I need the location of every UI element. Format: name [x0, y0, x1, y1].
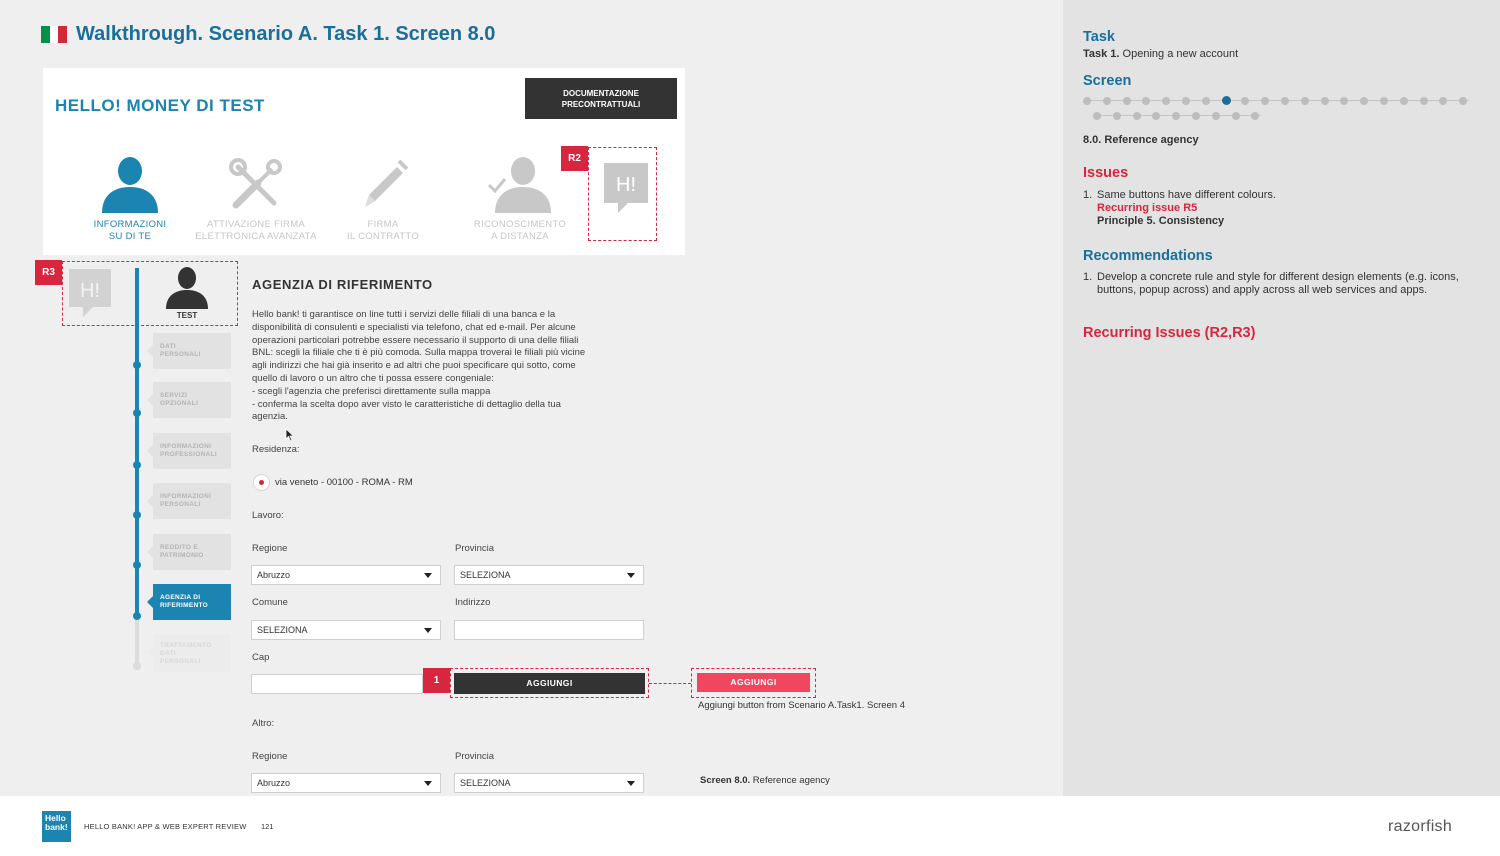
intro-line: operazioni particolari potrebbe essere necessario il supporto di una delle filiali	[252, 334, 579, 346]
cap-input[interactable]	[251, 674, 423, 694]
task-name: Opening a new account	[1119, 48, 1239, 60]
issues-heading: Issues	[1083, 165, 1129, 181]
progress-dot	[133, 662, 141, 670]
residenza-label: Residenza:	[252, 444, 300, 455]
r2-highlight	[588, 147, 657, 241]
lavoro-label: Lavoro:	[252, 510, 284, 521]
screen-progress-dot	[1251, 112, 1259, 120]
screen-progress-dot	[1113, 112, 1121, 120]
user-icon	[98, 155, 162, 213]
app-title: HELLO! MONEY DI TEST	[55, 96, 265, 115]
side-step-line2: PERSONALI	[160, 501, 201, 508]
side-step-line2: PATRIMONIO	[160, 552, 204, 559]
aggiungi-button-screen4[interactable]: AGGIUNGI	[697, 673, 810, 692]
progress-dot	[133, 612, 141, 620]
italy-flag-icon	[41, 26, 67, 43]
regione-select-value: Abruzzo	[257, 778, 291, 788]
chevron-down-icon	[424, 781, 432, 786]
footer-title: HELLO BANK! APP & WEB EXPERT REVIEW	[84, 822, 247, 831]
step-label-line2: ELETTRONICA AVANZATA	[195, 231, 317, 242]
intro-line: quello di lavoro o un altro che ti possa essere congeniale:	[252, 372, 494, 384]
intro-line: agenzia.	[252, 411, 288, 423]
screen-progress-dot	[1301, 97, 1309, 105]
hi-badge-text: H!	[616, 174, 636, 196]
slide-title: Walkthrough. Scenario A. Task 1. Screen 8.0	[76, 23, 496, 45]
screen-progress-dot	[1142, 97, 1150, 105]
screen-caption-bold: Screen 8.0.	[700, 775, 751, 786]
side-step-line2: OPZIONALI	[160, 400, 199, 407]
residenza-address: via veneto - 00100 - ROMA - RM	[275, 477, 413, 488]
progress-dot	[133, 409, 141, 417]
regione-label: Regione	[252, 543, 288, 554]
issue-1-marker: 1	[423, 668, 450, 693]
page-number: 121	[261, 822, 274, 831]
step-informazioni[interactable]	[60, 153, 200, 243]
side-step-line2: DATI	[160, 650, 176, 657]
progress-dot	[133, 511, 141, 519]
recurring-issues-heading: Recurring Issues (R2,R3)	[1083, 325, 1256, 341]
comune-label: Comune	[252, 597, 288, 608]
comparison-caption: Aggiungi button from Scenario A.Task1. Screen 4	[698, 700, 906, 711]
user-avatar-icon	[164, 267, 210, 309]
comune-select-value: SELEZIONA	[257, 625, 308, 635]
logo-line2: bank!	[45, 822, 68, 832]
razorfish-logo: razorfish	[1388, 818, 1453, 835]
residenza-radio[interactable]	[253, 474, 270, 491]
side-step-line1: INFORMAZIONI	[160, 443, 212, 450]
side-step-dati-personali[interactable]	[153, 333, 231, 369]
step-label-line1: RICONOSCIMENTO	[473, 219, 567, 230]
screen-progress-dot	[1093, 112, 1101, 120]
logo-line1: Hello	[45, 813, 66, 823]
chevron-down-icon	[627, 781, 635, 786]
task-heading: Task	[1083, 29, 1115, 45]
progress-dot	[133, 561, 141, 569]
screen-progress-dot	[1172, 112, 1180, 120]
side-step-info-professionali[interactable]	[153, 433, 231, 469]
screen-name: 8.0. Reference agency	[1083, 134, 1199, 146]
side-step-line1: DATI	[160, 343, 176, 350]
footer	[0, 796, 1500, 856]
hello-bank-logo	[42, 811, 71, 842]
recommendation-item	[1083, 271, 1483, 297]
progress-dot	[133, 361, 141, 369]
screen-progress-dot	[1261, 97, 1269, 105]
issue-recurring: Recurring issue R5	[1097, 202, 1198, 214]
r2-marker: R2	[561, 146, 588, 171]
user-name: TEST	[176, 311, 198, 320]
screen-progress-dot	[1321, 97, 1329, 105]
issue-text: Same buttons have different colours.	[1097, 189, 1276, 201]
intro-line: disponibilità di consulenti e specialisti via telefono, chat ed e-mail. Per alcune	[252, 321, 576, 333]
step-attivazione[interactable]	[186, 153, 326, 243]
screen-progress-dot	[1360, 97, 1368, 105]
comune-select[interactable]	[251, 620, 441, 640]
screen-progress-dot	[1182, 97, 1190, 105]
chevron-down-icon	[424, 628, 432, 633]
provincia-label: Provincia	[455, 543, 495, 554]
intro-line: agli indirizzi che hai già inserito e ad altri che puoi specificare qui sotto, come	[252, 360, 576, 372]
comparison-connector	[649, 683, 691, 684]
side-step-line1: SERVIZI	[160, 392, 188, 399]
regione-label-2: Regione	[252, 751, 288, 762]
screen-progress-dot	[1241, 97, 1249, 105]
screen-progress-dot	[1439, 97, 1447, 105]
provincia-select-2[interactable]	[454, 773, 644, 793]
step-firma[interactable]	[313, 153, 453, 243]
provincia-select-value: SELEZIONA	[460, 778, 511, 788]
step-label-line2: IL CONTRATTO	[346, 231, 420, 242]
screen-progress-dot	[1202, 97, 1210, 105]
recommendation-text: Develop a concrete rule and style for different design elements (e.g. icons, buttons, popup across) and apply across all web services and apps.	[1097, 271, 1459, 296]
screen-progress-dot	[1133, 112, 1141, 120]
screen-progress-dot	[1459, 97, 1467, 105]
step-label-line1: INFORMAZIONI	[93, 219, 167, 230]
step-label-line2: SU DI TE	[108, 231, 152, 242]
side-step-reddito[interactable]	[153, 534, 231, 570]
provincia-label-2: Provincia	[455, 751, 495, 762]
side-step-line1: TRATTAMENTO	[160, 642, 212, 649]
hi-badge-icon	[69, 269, 113, 319]
side-step-line2: RIFERIMENTO	[160, 602, 208, 609]
side-step-line1: INFORMAZIONI	[160, 493, 212, 500]
screen-caption-rest: Reference agency	[750, 775, 830, 786]
screen-progress-row-1	[1083, 96, 1475, 106]
screen-progress-dot	[1103, 97, 1111, 105]
provincia-select[interactable]	[454, 565, 644, 585]
indirizzo-input[interactable]	[454, 620, 644, 640]
step-label-line1: FIRMA	[367, 219, 399, 230]
side-step-trattamento[interactable]	[153, 634, 231, 672]
provincia-select-value: SELEZIONA	[460, 570, 511, 580]
screen-progress-dot	[1340, 97, 1348, 105]
side-step-line1: AGENZIA DI	[160, 594, 201, 601]
r3-marker: R3	[35, 260, 62, 285]
regione-select[interactable]	[251, 565, 441, 585]
screen-progress-dot	[1083, 97, 1091, 105]
chevron-down-icon	[627, 573, 635, 578]
screen-progress-dot	[1192, 112, 1200, 120]
screen-caption	[700, 775, 830, 786]
screen-progress-dot	[1420, 97, 1428, 105]
screen-progress-dot	[1380, 97, 1388, 105]
screen-progress-dot	[1212, 112, 1220, 120]
side-step-servizi-opzionali[interactable]	[153, 382, 231, 418]
side-step-line2: PROFESSIONALI	[160, 451, 217, 458]
side-step-line2: PERSONALI	[160, 351, 201, 358]
altro-label: Altro:	[252, 718, 275, 729]
regione-select-2[interactable]	[251, 773, 441, 793]
issue-item	[1083, 189, 1483, 228]
regione-select-value: Abruzzo	[257, 570, 291, 580]
indirizzo-label: Indirizzo	[455, 597, 491, 608]
task-number: Task 1.	[1083, 48, 1120, 60]
screen-progress-dot	[1152, 112, 1160, 120]
chevron-down-icon	[424, 573, 432, 578]
screen-progress-dot	[1281, 97, 1289, 105]
screen-progress-dot	[1232, 112, 1240, 120]
intro-line: BNL: scegli la filiale che ti è più comoda. Sulla mappa troverai le filiali più vicine	[252, 347, 586, 359]
documentazione-button[interactable]: DOCUMENTAZIONE PRECONTRATTUALI	[525, 78, 677, 119]
progress-dot	[133, 461, 141, 469]
recommendations-heading: Recommendations	[1083, 248, 1213, 264]
issue-principle: Principle 5. Consistency	[1097, 215, 1225, 227]
screen-progress-dot	[1400, 97, 1408, 105]
screen-heading: Screen	[1083, 73, 1132, 89]
side-step-info-personali[interactable]	[153, 483, 231, 519]
side-step-line1: REDDITO E	[160, 544, 198, 551]
issue-number: 1.	[1083, 189, 1093, 201]
cap-label: Cap	[252, 652, 270, 663]
side-step-line3: PERSONALI	[160, 658, 201, 665]
screen-progress-dot	[1222, 96, 1231, 105]
hi-badge-text: H!	[80, 280, 100, 302]
screen-progress-dot	[1123, 97, 1131, 105]
aggiungi-button[interactable]: AGGIUNGI	[454, 673, 645, 694]
step-label-line1: ATTIVAZIONE FIRMA	[206, 219, 306, 230]
intro-line: - scegli l'agenzia che preferisci direttamente sulla mappa	[252, 385, 491, 397]
section-title: AGENZIA DI RIFERIMENTO	[252, 277, 433, 292]
mouse-cursor-icon	[285, 428, 295, 442]
recommendation-number: 1.	[1083, 271, 1093, 283]
pen-icon	[355, 157, 411, 213]
tools-icon	[228, 157, 284, 213]
user-check-icon	[487, 155, 553, 213]
screen-progress-dot	[1162, 97, 1170, 105]
intro-line: Hello bank! ti garantisce on line tutti i servizi delle filiali di una banca e la	[252, 309, 556, 320]
intro-line: - conferma la scelta dopo aver visto le caratteristiche di dettaglio della tua	[252, 398, 561, 410]
task-description	[1083, 48, 1238, 60]
step-label-line2: A DISTANZA	[491, 231, 549, 242]
side-step-agenzia[interactable]	[153, 584, 231, 620]
screen-progress-row-2	[1083, 111, 1283, 121]
intro-text	[252, 309, 642, 424]
notes-panel	[1063, 0, 1500, 796]
